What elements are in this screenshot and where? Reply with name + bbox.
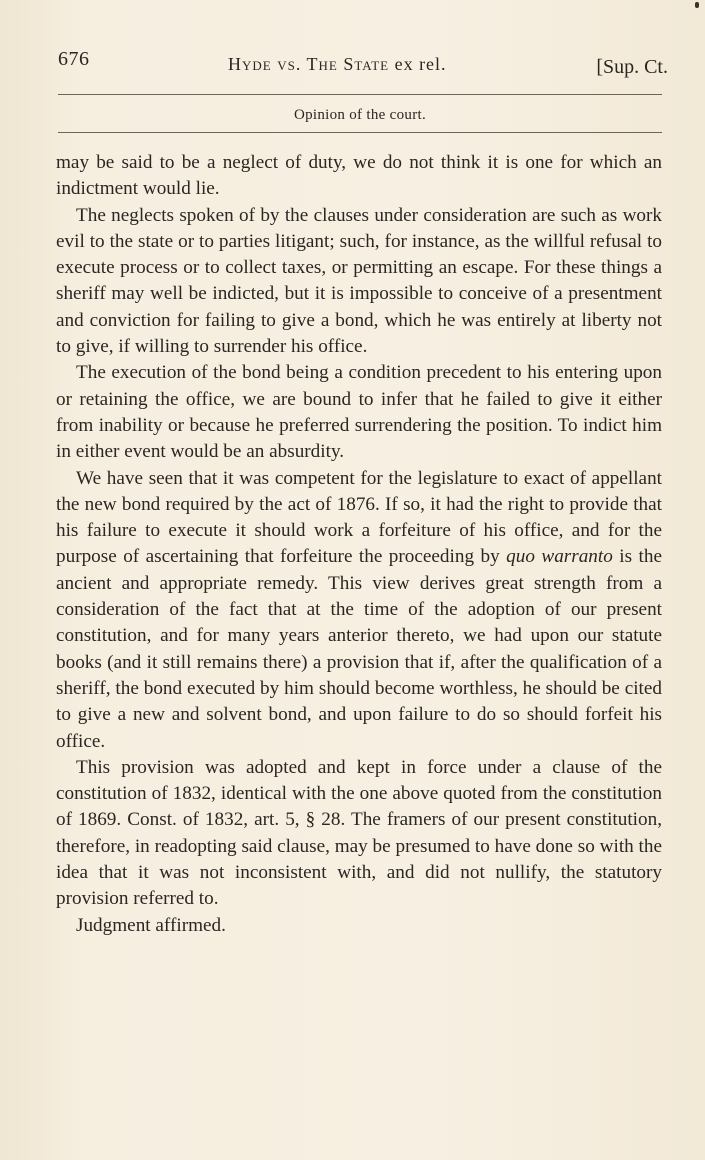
paragraph-4-part-a: We have seen that it was competent for the legislature to exact of appellant the new bond required by the act of 1876. If so, it had the right to provide that his failure to execute it should work a forfeiture of his office, and for the purpose of ascertaining that forfeiture the proceeding by: [56, 467, 662, 568]
ink-mark: [695, 2, 699, 8]
running-title: [228, 54, 447, 75]
quo-warranto-term: quo warranto: [506, 546, 613, 568]
paragraph-5: This provision was adopted and kept in force under a clause of the constitution of 1832, identical with the one above quoted from the constitution of 1869. Const. of 1832, art. 5, § 28. The framers of our present constitution, therefore, in readopting said clause, may be presumed to have done so with the idea that it was not inconsistent with, and did not nullify, the statutory provision referred to.: [56, 756, 662, 910]
section-subheader: Opinion of the court.: [293, 107, 427, 123]
judgment-line: Judgment affirmed.: [76, 914, 226, 936]
paragraph-3: The execution of the bond being a condition precedent to his entering upon or retaining the office, we are bound to infer that he failed to give it either from inability or because he preferred surrendering the position. To indict him in either event would be an absurdity.: [56, 362, 662, 463]
paragraph-1: may be said to be a neglect of duty, we do not think it is one for which an indictment would lie.: [56, 152, 662, 200]
running-title-ex: ex rel.: [394, 54, 447, 74]
court-label: [Sup. Ct.: [596, 56, 668, 78]
running-title-main: Hyde vs. The State: [228, 54, 390, 74]
header-rule-top: [58, 94, 662, 95]
paragraph-4-part-b: is the ancient and appropriate remedy. This view derives great strength from a consideration of the fact that at the time of the adoption of our present constitution, and for many years anterior thereto, we had upon our statute books (and it still remains there) a provision that if, after the qualification of a sheriff, the bond executed by him should become worthless, he should be cited to give a new and solvent bond, and upon failure to do so should forfeit his office.: [56, 546, 662, 752]
opinion-body: [56, 150, 662, 939]
page-number: 676: [58, 48, 90, 70]
paragraph-4: [56, 466, 662, 755]
paragraph-2: The neglects spoken of by the clauses under consideration are such as work evil to the state or to parties litigant; such, for instance, as the willful refusal to execute process or to collect taxes, or permitting an escape. For these things a sheriff may well be indicted, but it is impossible to conceive of a presentment and conviction for failing to give a bond, which he was entirely at liberty not to give, if willing to surrender his office.: [56, 204, 662, 358]
header-rule-bottom: [58, 132, 662, 133]
page-header: [58, 48, 668, 88]
